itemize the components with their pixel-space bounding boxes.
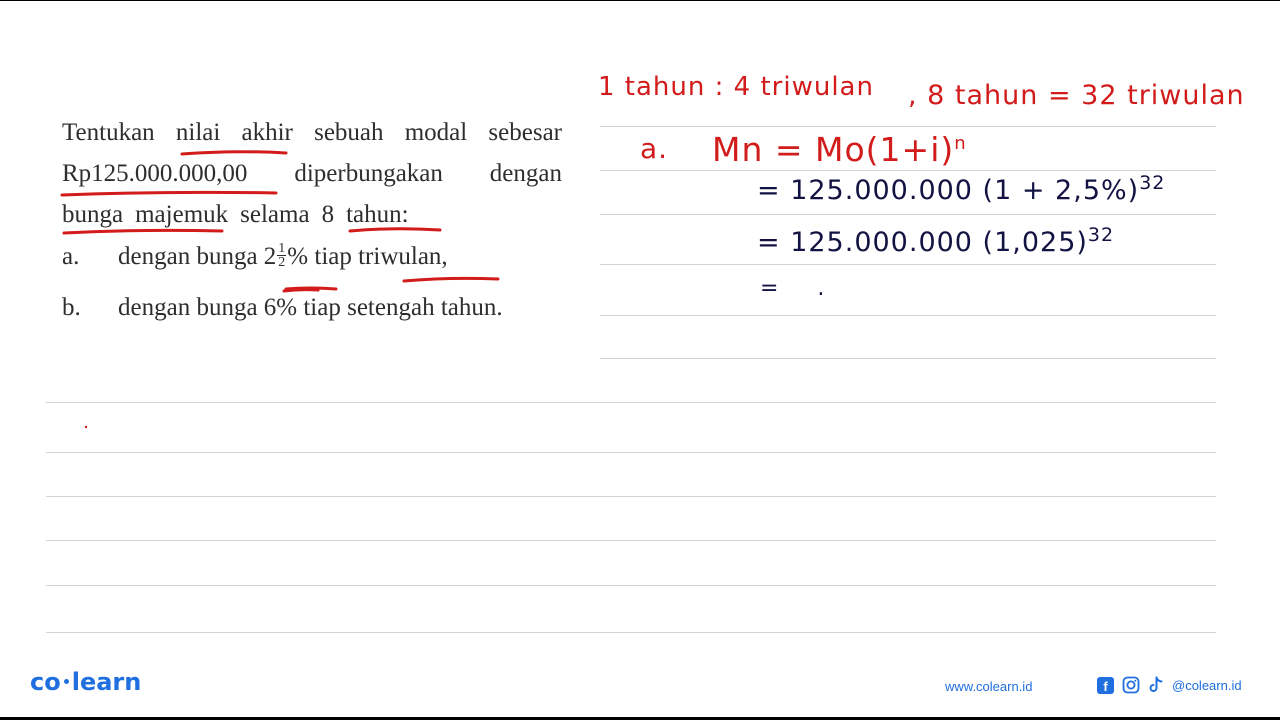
option-a-label: a. (62, 243, 80, 270)
solution-step-3: = . (760, 276, 841, 301)
word: Tentukan (62, 119, 155, 146)
ruled-line (46, 632, 1216, 633)
fraction-half (277, 242, 286, 269)
ruled-line (46, 402, 1216, 403)
website-link[interactable]: www.colearn.id (945, 679, 1033, 694)
top-border (0, 0, 1280, 1)
option-b-label: b. (62, 294, 81, 321)
underline-triwulan (404, 278, 498, 281)
problem-statement (62, 112, 562, 235)
word: diperbungakan (294, 160, 443, 187)
fraction-numerator: 1 (278, 240, 286, 256)
colearn-logo (30, 668, 141, 696)
step-2-exponent: 32 (1087, 224, 1115, 246)
word: sebesar (488, 119, 562, 146)
ruled-line (46, 585, 1216, 586)
social-handle: @colearn.id (1172, 677, 1242, 693)
step-1-exponent: 32 (1139, 172, 1166, 194)
word: selama (240, 201, 310, 228)
option-b-text: dengan bunga 6% tiap setengah tahun. (118, 294, 503, 321)
fraction-denominator: 2 (278, 254, 286, 270)
word: sebuah (314, 119, 384, 146)
handwritten-note-1: 1 tahun : 4 triwulan (598, 72, 874, 102)
problem-line-1 (62, 112, 562, 153)
word-tahun: tahun: (346, 201, 409, 228)
option-a-text-after: % tiap triwulan, (287, 243, 448, 270)
instagram-icon[interactable] (1122, 676, 1140, 694)
step-1-expression: = 125.000.000 (1 + 2,5%) (757, 175, 1140, 206)
ruled-line (46, 540, 1216, 541)
ruled-line (46, 452, 1216, 453)
ruled-line (46, 496, 1216, 497)
ruled-line (600, 264, 1216, 265)
step-2-expression: = 125.000.000 (1,025) (757, 227, 1088, 258)
option-b (62, 294, 503, 322)
part-a-label: a. (640, 132, 669, 165)
underline-rate-a (284, 290, 318, 291)
social-links (1097, 676, 1242, 694)
handwritten-note-2: , 8 tahun = 32 triwulan (908, 80, 1245, 111)
facebook-icon[interactable]: f (1097, 677, 1114, 694)
word: dengan (489, 160, 562, 187)
formula-line (712, 130, 967, 169)
ruled-line (600, 315, 1216, 316)
solution-step-1 (757, 172, 1165, 206)
ruled-line (600, 214, 1216, 215)
option-a-text-before: dengan bunga 2 (118, 243, 277, 270)
logo-text-left: co (30, 668, 61, 696)
word-akhir: akhir (241, 119, 293, 146)
word-bunga: bunga (62, 201, 124, 228)
ruled-line (600, 170, 1216, 171)
tiktok-icon[interactable] (1148, 676, 1164, 694)
formula-base: Mn = Mo(1+i) (712, 130, 955, 169)
duration-number: 8 (321, 201, 335, 228)
underline-rate-b (286, 288, 336, 289)
logo-dot (64, 679, 69, 684)
problem-line-2 (62, 153, 562, 194)
formula-exponent: n (954, 133, 967, 154)
word-majemuk: majemuk (135, 201, 229, 228)
problem-line-3 (62, 194, 562, 235)
solution-step-2 (757, 224, 1114, 258)
logo-text-right: learn (71, 668, 142, 696)
stray-mark (85, 426, 87, 428)
capital-amount: Rp125.000.000,00 (62, 160, 248, 187)
ruled-line (600, 126, 1216, 127)
word-nilai: nilai (175, 119, 221, 146)
word: modal (404, 119, 468, 146)
option-a (62, 240, 448, 272)
ruled-line (600, 358, 1216, 359)
